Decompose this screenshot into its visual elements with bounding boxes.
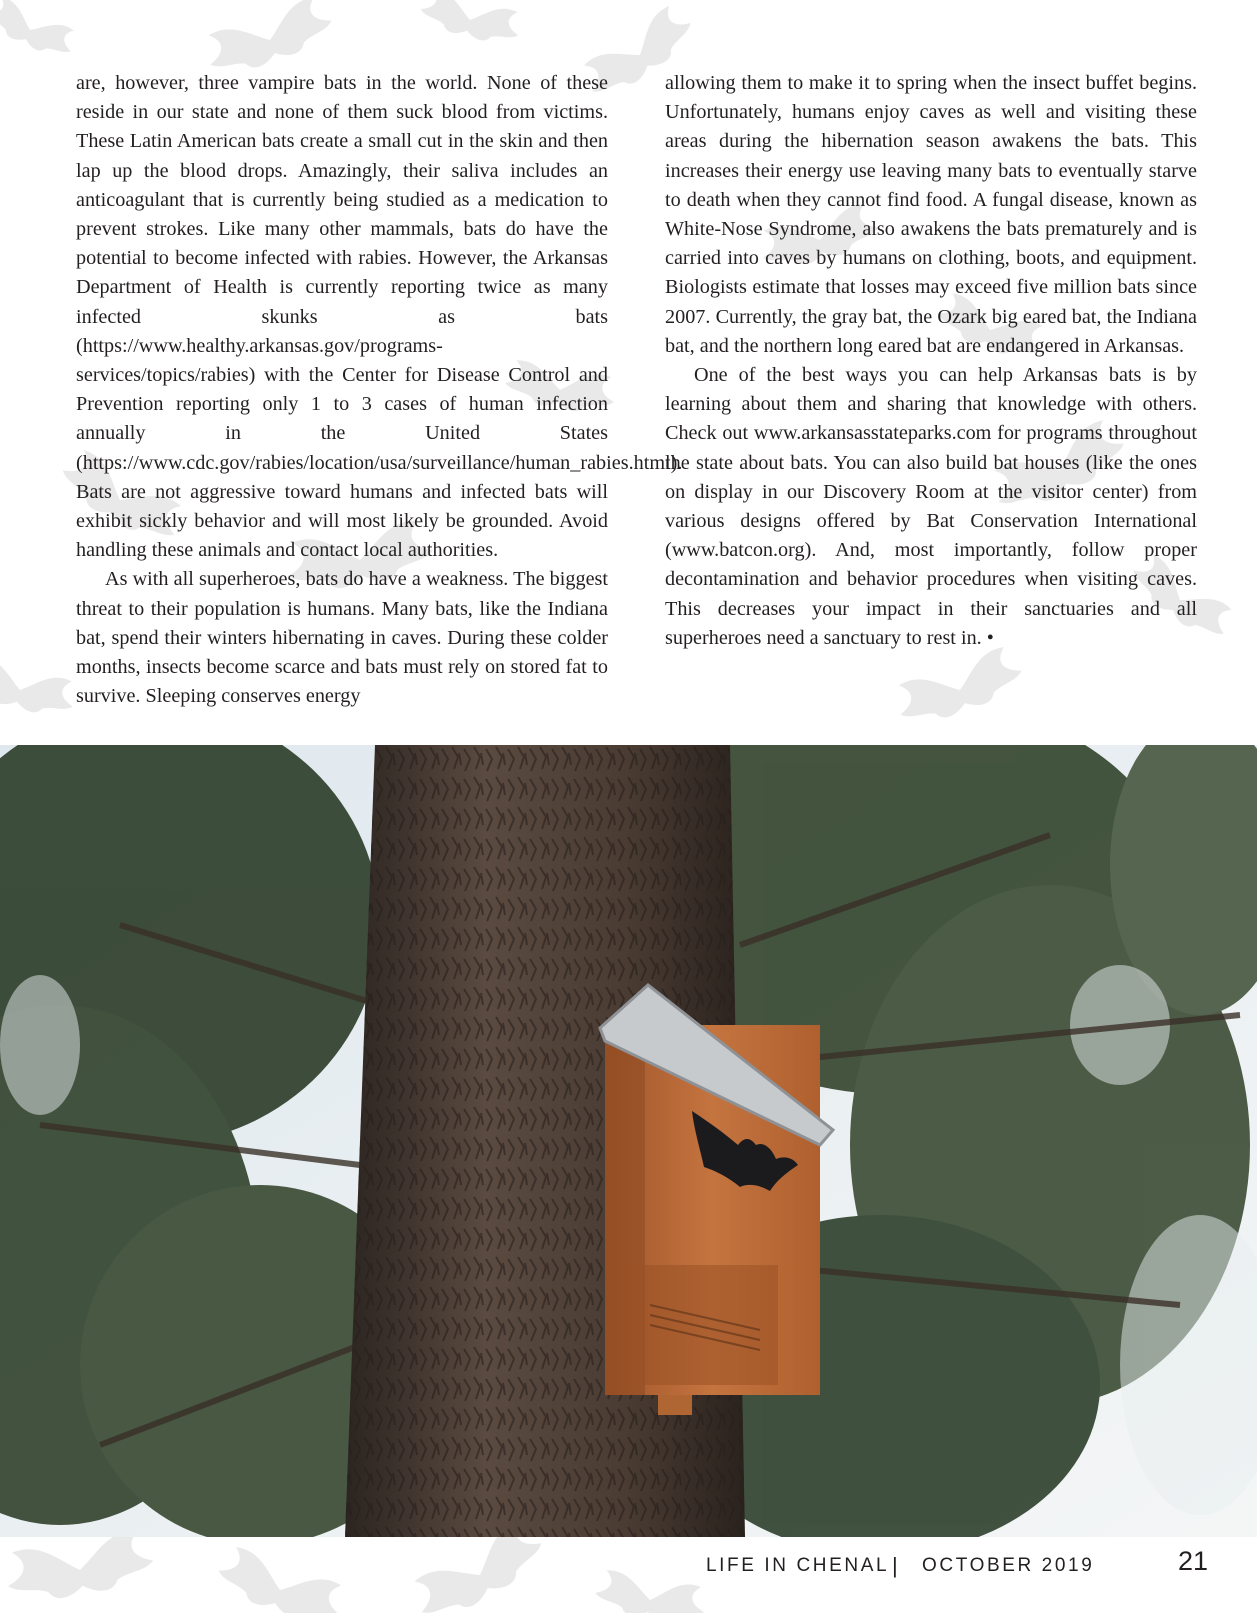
article-paragraph: As with all superheroes, bats do have a weakness. The biggest threat to their population is humans. Many bats, like the Indiana bat, spend their winters hibernating in caves. During these colder months, insects become scarce and bats must rely on stored fat to survive. Sleeping conserves energy: [76, 568, 608, 708]
article-paragraph: are, however, three vampire bats in the world. None of these reside in our state and none of them suck blood from victims. These Latin American bats create a small cut in the skin and then lap up the blood drops. Amazingly, their saliva includes an anticoagulant that is currently being studied as a medication to prevent strokes. Like many other mammals, bats do have the potential to become infected with rabies. However, the Arkansas Department of Health is currently reporting twice as many infected skunks as bats (https://www.healthy.arkansas.gov/programs-services/topics/rabies) with the Center for Disease Control and Prevention reporting only 1 to 3 cases of human infection annually in the United States (https://www.cdc.gov/rabies/location/usa/surveillance/human_rabies.html). Bats are not aggressive toward humans and infected bats will exhibit sickly behavior and will most likely be grounded. Avoid handling these animals and contact local authorities.: [76, 72, 683, 562]
issue-date: OCTOBER 2019: [922, 1555, 1095, 1576]
bat-house: [600, 985, 833, 1415]
page-number: 21: [1178, 1546, 1209, 1576]
article-column-right: [665, 69, 1197, 653]
tree-scene: [0, 745, 1257, 1537]
bat-house-photo: [0, 745, 1257, 1537]
article-paragraph: One of the best ways you can help Arkansas bats is by learning about them and sharing that knowledge with others. Check out www.arkansasstateparks.com for programs throughout the state about bats. You can also build bat houses (like the ones on display in our Discovery Room at the visitor center) from various designs offered by Bat Conservation International (www.batcon.org). And, most importantly, follow proper decontamination and behavior procedures when visiting caves. This decreases your impact in their sanctuaries and all superheroes need a sanctuary to rest in. •: [665, 364, 1197, 649]
article-paragraph: allowing them to make it to spring when the insect buffet begins. Unfortunately, humans enjoy caves as well and visiting these areas during the hibernation season awakens the bats. This increases their energy use leaving many bats to eventually starve to death when they cannot find food. A fungal disease, known as White-Nose Syndrome, also awakens the bats prematurely and is carried into caves by humans on clothing, boots, and equipment. Biologists estimate that losses may exceed five million bats since 2007. Currently, the gray bat, the Ozark big eared bat, the Indiana bat, and the northern long eared bat are endangered in Arkansas.: [665, 72, 1197, 357]
magazine-name: LIFE IN CHENAL: [706, 1555, 890, 1576]
article-column-left: [76, 69, 683, 711]
footer-separator: |: [892, 1553, 898, 1578]
